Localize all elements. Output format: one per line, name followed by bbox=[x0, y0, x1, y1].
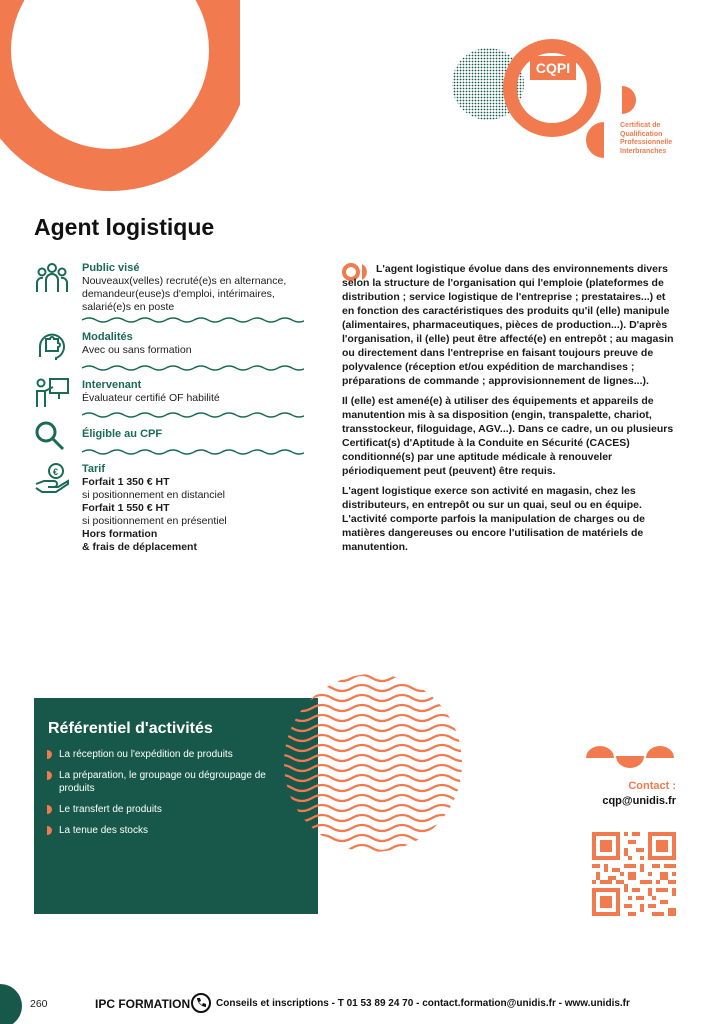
tarif-price: Forfait 1 550 € HT bbox=[82, 502, 170, 514]
page-title: Agent logistique bbox=[34, 214, 215, 240]
tarif-block bbox=[82, 463, 312, 554]
wave-divider bbox=[82, 364, 304, 372]
footer-contact-text: Conseils et inscriptions - T 01 53 89 24 70 - contact.formation@unidis.fr - www.unidis.fr bbox=[216, 998, 630, 1009]
modalites-line: Avec ou sans formation bbox=[82, 344, 192, 356]
public-vise-line: demandeur(euse)s d'emploi, intérimaires, bbox=[82, 288, 275, 300]
list-item: Le transfert de produits bbox=[46, 803, 286, 816]
cpf-heading: Éligible au CPF bbox=[82, 428, 163, 440]
tarif-condition: si positionnement en distanciel bbox=[82, 489, 226, 501]
list-item: La réception ou l'expédition de produits bbox=[46, 748, 286, 761]
tarif-heading: Tarif bbox=[82, 463, 106, 475]
modalites-heading: Modalités bbox=[82, 331, 133, 343]
public-vise-heading: Public visé bbox=[82, 262, 140, 274]
tarif-price: Forfait 1 350 € HT bbox=[82, 476, 170, 488]
cqpi-logo bbox=[450, 36, 690, 166]
decorative-wave-shape bbox=[584, 744, 676, 770]
puzzle-head-icon bbox=[34, 327, 68, 361]
magnifier-icon bbox=[34, 420, 66, 452]
modalites-block bbox=[82, 331, 312, 357]
wave-divider bbox=[82, 448, 304, 456]
wave-divider bbox=[82, 316, 304, 324]
bullet-icon bbox=[47, 805, 52, 814]
contact-email[interactable]: cqp@unidis.fr bbox=[602, 795, 676, 807]
intervenant-heading: Intervenant bbox=[82, 379, 142, 391]
intervenant-block bbox=[82, 379, 312, 405]
public-vise-line: Nouveaux(velles) recruté(e)s en alternance, bbox=[82, 275, 287, 287]
bullet-icon bbox=[47, 750, 52, 759]
tarif-note: & frais de déplacement bbox=[82, 541, 197, 553]
list-item: La tenue des stocks bbox=[46, 824, 286, 837]
page-number: 260 bbox=[30, 998, 48, 1010]
public-vise-line: salarié(e)s en poste bbox=[82, 301, 175, 313]
referentiel-title: Référentiel d'activités bbox=[48, 720, 213, 737]
people-group-icon bbox=[34, 262, 70, 296]
footer-brand: IPC FORMATION bbox=[95, 997, 191, 1011]
footer-green-shape bbox=[0, 984, 22, 1024]
public-vise-block bbox=[82, 262, 312, 314]
decorative-orange-ring bbox=[0, 0, 240, 200]
phone-icon bbox=[190, 992, 212, 1014]
hand-coin-icon bbox=[34, 462, 70, 494]
description-paragraph: L'agent logistique exerce son activité en magasin, chez les distributeurs, en entrepôt ou sur un quai, seul ou en équipe. L'activité comporte parfois la manipulation de charges ou de matières dangereuses ou encore l'utilisation de matériels de manutention. bbox=[342, 485, 645, 553]
bullet-icon bbox=[47, 826, 52, 835]
description-paragraph: Il (elle) est amené(e) à utiliser des équipements et appareils de manutention mis à sa disposition (engin, transpalette, chariot, transstockeur, filoguidage, AGV...). Dans ce cadre, un ou plusieurs Certificat(s) d'Aptitude à la Conduite en Sécurité (CACES) conditionné(s) par une aptitude médicale à renouveler périodiquement peut (peuvent) être requis. bbox=[342, 395, 674, 477]
presenter-icon bbox=[34, 377, 70, 409]
svg-text:€: € bbox=[53, 467, 59, 477]
contact-label: Contact : bbox=[628, 780, 676, 792]
cqpi-logo-caption: Certificat de Qualification Professionnelle Interbranches bbox=[620, 122, 673, 155]
tarif-note: Hors formation bbox=[82, 528, 158, 540]
description-text bbox=[342, 262, 677, 560]
qr-code[interactable] bbox=[592, 832, 676, 916]
intervenant-line: Évaluateur certifié OF habilité bbox=[82, 392, 220, 404]
description-paragraph: L'agent logistique évolue dans des environnements divers selon la structure de l'organisation qui l'emploie (plateformes de distribution ; service logistique de l'entreprise ; prestataires...) et en fonction des caractéristiques des produits qu'il (elle) manipule (alimentaires, pharmaceutiques, pièces de production...). D'après l'organisation, il (elle) peut être affecté(e) en entrepôt ; au magasin ou directement dans l'entreprise en faisant toujours preuve de polyvalence (réception et/ou expédition de marchandises ; préparations de commande ; approvisionnement de lignes...). bbox=[342, 263, 674, 387]
cpf-block bbox=[82, 428, 312, 441]
tarif-condition: si positionnement en présentiel bbox=[82, 515, 227, 527]
bullet-icon bbox=[47, 771, 52, 780]
list-item: La préparation, le groupage ou dégroupage de produits bbox=[46, 769, 286, 795]
cqpi-logo-text: CQPI bbox=[530, 56, 576, 80]
decorative-wavy-circle bbox=[282, 672, 464, 854]
wave-divider bbox=[82, 411, 304, 419]
referentiel-list bbox=[46, 748, 286, 845]
